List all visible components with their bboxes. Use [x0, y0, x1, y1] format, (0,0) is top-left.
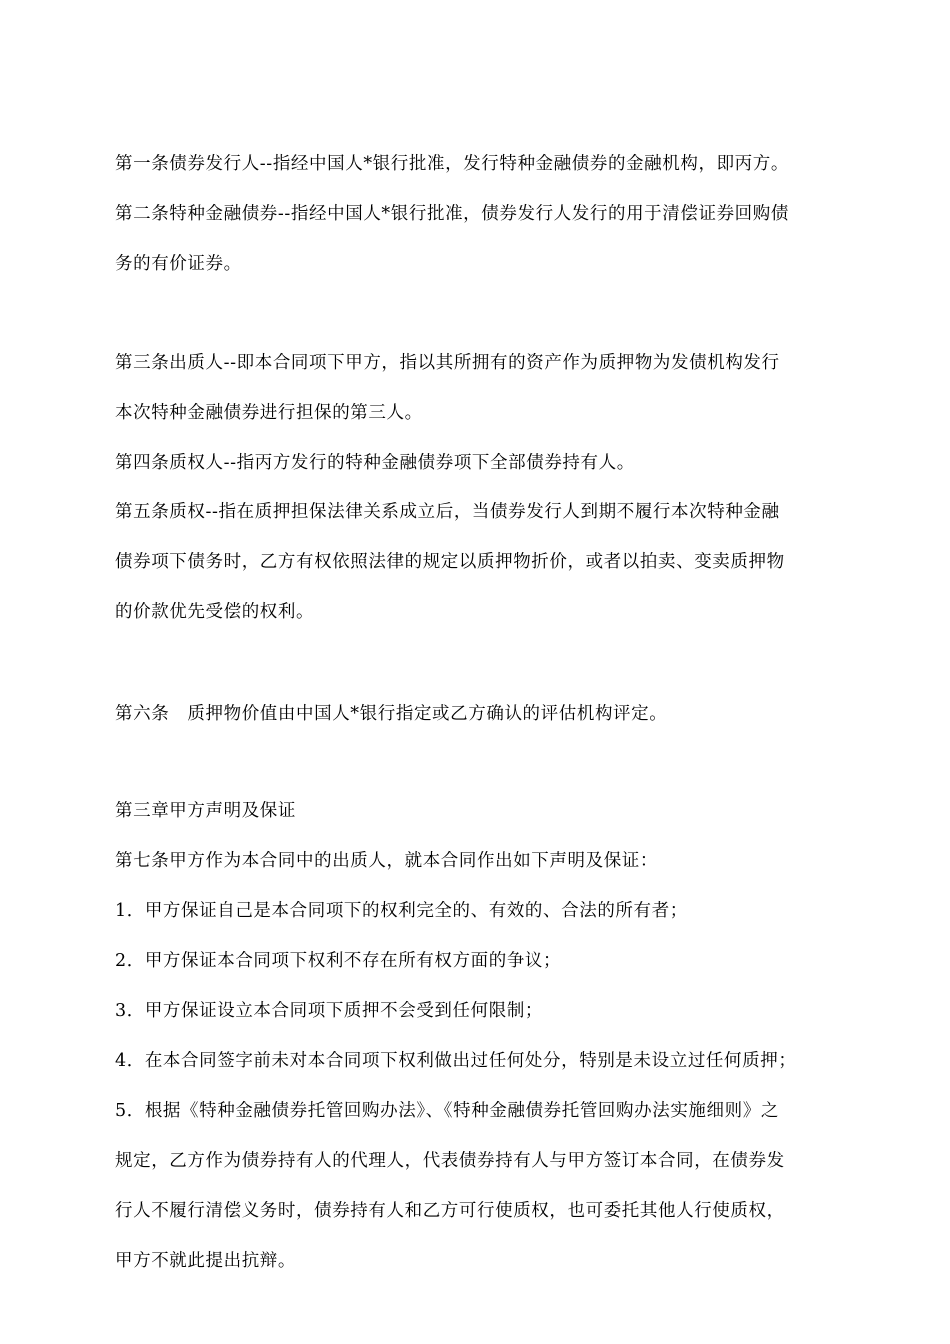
article-3-line-1: 第三条出质人--即本合同项下甲方，指以其所拥有的资产作为质押物为发债机构发行: [115, 353, 780, 373]
clause-5-line-2: 规定，乙方作为债券持有人的代理人，代表债券持有人与甲方签订本合同，在债券发: [115, 1151, 785, 1171]
article-2-line-1: 第二条特种金融债券--指经中国人*银行批准，债券发行人发行的用于清偿证券回购债: [115, 204, 789, 224]
chapter-3-heading: 第三章甲方声明及保证: [115, 801, 296, 821]
clause-1-line-1: 1．甲方保证自己是本合同项下的权利完全的、有效的、合法的所有者；: [115, 901, 688, 921]
clause-5-line-3: 行人不履行清偿义务时，债券持有人和乙方可行使质权，也可委托其他人行使质权，: [115, 1201, 785, 1221]
article-3-line-2: 本次特种金融债券进行担保的第三人。: [115, 403, 423, 423]
article-4-line-1: 第四条质权人--指丙方发行的特种金融债券项下全部债券持有人。: [115, 453, 635, 473]
clause-2-line-1: 2．甲方保证本合同项下权利不存在所有权方面的争议；: [115, 951, 562, 971]
clause-5-line-4: 甲方不就此提出抗辩。: [115, 1251, 296, 1271]
article-6-line-1: 第六条 质押物价值由中国人*银行指定或乙方确认的评估机构评定。: [115, 704, 668, 724]
article-2-line-2: 务的有价证券。: [115, 254, 242, 274]
article-7-line-1: 第七条甲方作为本合同中的出质人，就本合同作出如下声明及保证：: [115, 851, 658, 871]
clause-5-line-1: 5．根据《特种金融债券托管回购办法》、《特种金融债券托管回购办法实施细则》之: [115, 1101, 779, 1121]
article-5-line-2: 债券项下债务时，乙方有权依照法律的规定以质押物折价，或者以拍卖、变卖质押物: [115, 552, 785, 572]
article-1-line-1: 第一条债券发行人--指经中国人*银行批准，发行特种金融债券的金融机构，即丙方。: [115, 154, 789, 174]
article-5-line-1: 第五条质权--指在质押担保法律关系成立后，当债券发行人到期不履行本次特种金融: [115, 502, 780, 522]
clause-4-line-1: 4．在本合同签字前未对本合同项下权利做出过任何处分，特别是未设立过任何质押；: [115, 1051, 797, 1071]
article-5-line-3: 的价款优先受偿的权利。: [115, 602, 315, 622]
clause-3-line-1: 3．甲方保证设立本合同项下质押不会受到任何限制；: [115, 1001, 544, 1021]
